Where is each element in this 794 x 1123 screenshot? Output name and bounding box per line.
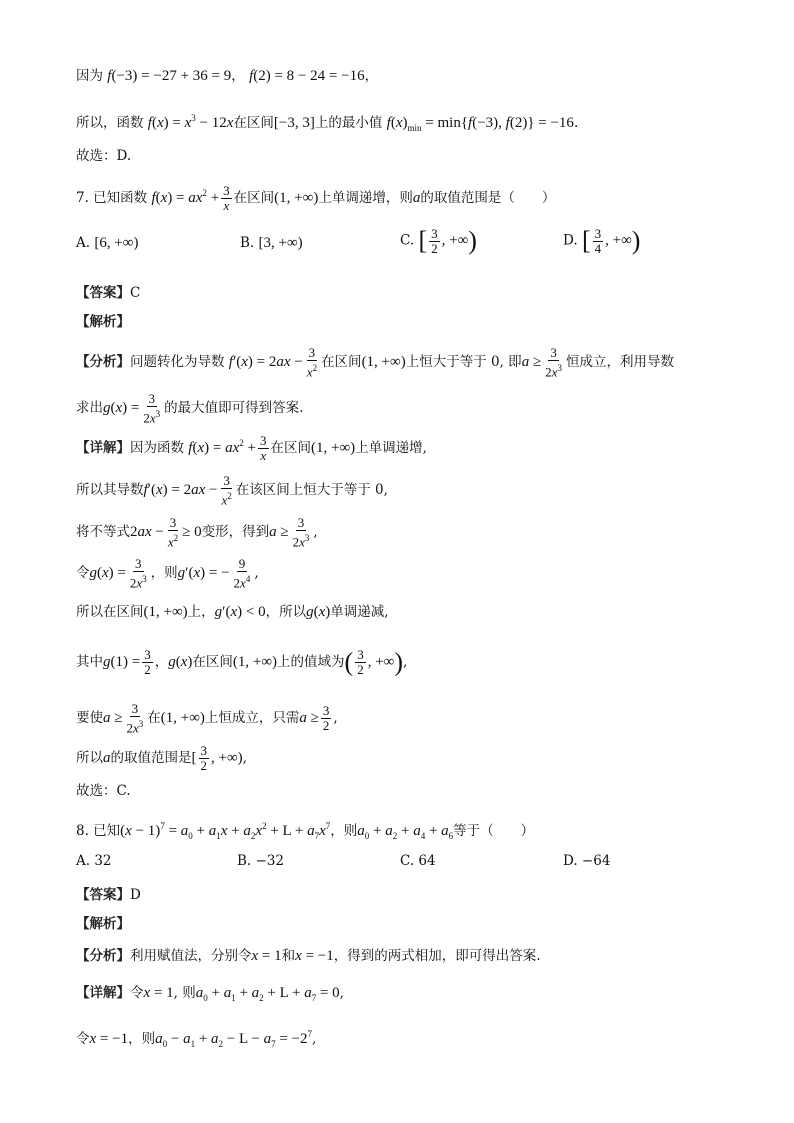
text: 上， bbox=[187, 604, 215, 620]
text: ，则 bbox=[128, 1031, 156, 1047]
detail-8: 【详解】令x = 1, 则$a_0 + a_1 + a_2 + L + a_7 = 0$, bbox=[76, 985, 344, 1003]
detail-7: 【详解】因为函数 $f(x) = ax^2$ + $\frac{3}{x}$ 在区间(1, +∞)上单调递增, bbox=[76, 433, 427, 463]
text: 的最大值即可得到答案. bbox=[164, 400, 304, 417]
answer-8 bbox=[76, 885, 141, 905]
text: 问题转化为导数 bbox=[130, 354, 225, 371]
text: . bbox=[573, 115, 579, 131]
line-min-value: 所以，函数 $f(x) = x^3 - 12x$在区间[−3, 3]上的最小值 $f(x)_{min} = \min\{f(-3)$, f(2)} = −16. bbox=[76, 113, 579, 133]
text: , bbox=[403, 654, 408, 670]
text: 上恒大于等于 0, 即 bbox=[405, 354, 522, 371]
step-inequality: 将不等式2ax − $\frac{3}{x^2}$ ≥ 0变形，得到a ≥ $\frac{3}{2x^3}$ , bbox=[76, 515, 318, 550]
text: C. bbox=[400, 232, 415, 249]
text: 要使 bbox=[76, 710, 103, 727]
q8-option-d: D. −64 bbox=[563, 853, 611, 869]
text: 在区间 bbox=[233, 115, 274, 131]
text: , bbox=[339, 985, 344, 1001]
text: 8. 已知 bbox=[76, 823, 121, 839]
text: 在该区间上恒大于等于 0, bbox=[235, 482, 388, 499]
q7-option-c: C. [ $\frac{3}{2}$ , +∞) bbox=[400, 225, 477, 256]
step-range: 其中g(1) = $\frac{3}{2}$ ，g(x)在区间(1, +∞)上的值域为( $\frac{3}{2}$ , +∞), bbox=[76, 647, 408, 677]
text: D. bbox=[563, 232, 578, 249]
question-8: 8. 已知$(x - 1)^7 = a_0 + a_1x + a_2x^2 + L + a_7x^7$，则$a_0 + a_2 + a_4 + a_6$等于（ ） bbox=[76, 821, 535, 841]
text: 所以其导数 bbox=[76, 482, 144, 499]
text: 恒成立，利用导数 bbox=[565, 354, 674, 371]
text: 单调递减, bbox=[330, 604, 389, 620]
text: , bbox=[254, 565, 259, 582]
text: , 则 bbox=[173, 985, 196, 1001]
text: 令 bbox=[76, 565, 90, 582]
choice-line-d: 故选：D. bbox=[76, 148, 132, 164]
text: ，所以 bbox=[265, 604, 307, 620]
step-derivative: 所以其导数f′(x) = 2ax − $\frac{3}{x^2}$ 在该区间上恒大于等于 0, bbox=[76, 473, 388, 508]
text: 因为函数 bbox=[130, 440, 184, 456]
text: 其中 bbox=[76, 654, 103, 670]
text: 在区间 bbox=[192, 654, 233, 670]
text: 在区间 bbox=[321, 354, 362, 371]
text: A. bbox=[76, 235, 91, 251]
text: D bbox=[130, 887, 141, 903]
text: 【分析】 bbox=[76, 354, 130, 370]
choice-line-c: 故选：C. bbox=[76, 783, 131, 799]
text: ， bbox=[364, 68, 379, 84]
text: 7. 已知函数 bbox=[76, 190, 148, 206]
text: 在 bbox=[147, 710, 161, 727]
text: 【答案】 bbox=[76, 285, 130, 300]
q8-option-b: B. −32 bbox=[237, 853, 284, 869]
text: 上的值域为 bbox=[277, 654, 345, 670]
text: ，则 bbox=[150, 565, 178, 582]
text: 和 bbox=[281, 948, 296, 964]
answer-7 bbox=[76, 283, 140, 303]
text: 所以，函数 bbox=[76, 115, 144, 131]
question-7: 7. 已知函数 $f(x) = ax^2$ + $\frac{3}{x}$ 在区间(1, +∞)上单调递增，则a的取值范围是（ ） bbox=[76, 183, 556, 213]
step-condition: 要使a ≥ $\frac{3}{2x^3}$ 在(1, +∞)上恒成立，只需a ≥ $\frac{3}{2}$ , bbox=[76, 701, 338, 736]
text: 上恒成立，只需 bbox=[204, 710, 300, 727]
text: 变形，得到 bbox=[201, 524, 270, 541]
q8-option-c: C. 64 bbox=[400, 853, 436, 869]
q7-option-a: A. [6, +∞) bbox=[76, 235, 139, 251]
text: 将不等式 bbox=[76, 524, 130, 541]
text: B. bbox=[240, 235, 255, 251]
text: 上单调递增, bbox=[355, 440, 427, 456]
jiexi-7 bbox=[76, 312, 130, 332]
text: 所以 bbox=[76, 750, 103, 766]
text: , bbox=[333, 710, 338, 727]
line-f-values: 因为 f(−3) = −27 + 36 = 9， f(2) = 8 − 24 = −16， bbox=[76, 68, 379, 84]
text: 求出 bbox=[76, 400, 103, 417]
step-result: 所以a的取值范围是[ $\frac{3}{2}$ , +∞), bbox=[76, 743, 247, 773]
text: ， bbox=[231, 68, 245, 84]
text: 【分析】 bbox=[76, 948, 130, 963]
text: ， bbox=[154, 654, 169, 670]
text: 【答案】 bbox=[76, 887, 130, 902]
text: 上的最小值 bbox=[314, 115, 383, 131]
text: , bbox=[311, 1031, 317, 1047]
text: 等于（ ） bbox=[453, 823, 535, 839]
analysis-8: 【分析】利用赋值法，分别令x = 1和x = −1，得到的两式相加，即可得出答案. bbox=[76, 948, 541, 964]
text: 【详解】 bbox=[76, 440, 130, 455]
text: C bbox=[130, 285, 141, 301]
text: ，得到的两式相加，即可得出答案. bbox=[333, 948, 541, 964]
text: 利用赋值法，分别令 bbox=[130, 948, 252, 964]
jiexi-8 bbox=[76, 914, 130, 934]
text: 在区间 bbox=[233, 190, 275, 206]
text: 的取值范围是（ ） bbox=[420, 190, 556, 206]
text: 的取值范围是 bbox=[110, 750, 192, 766]
step-decreasing: 所以在区间(1, +∞)上，g′(x) < 0，所以g(x)单调递减, bbox=[76, 604, 389, 620]
text: 【解析】 bbox=[76, 314, 130, 329]
text: 在区间 bbox=[270, 440, 311, 456]
text: 【详解】 bbox=[76, 985, 130, 1000]
text: , bbox=[242, 750, 247, 766]
step-x-neg1: 令x = −1，则$a_0 - a_1 + a_2 - L - a_7 = -2^7$, bbox=[76, 1029, 317, 1049]
text: 上单调递增，则 bbox=[318, 190, 413, 206]
text: 所以在区间 bbox=[76, 604, 144, 620]
text: 【解析】 bbox=[76, 916, 130, 931]
step-define-g: 令g(x) = $\frac{3}{2x^3}$ ，则g′(x) = − $\frac{9}{2x^4}$ , bbox=[76, 556, 259, 591]
text: 令 bbox=[76, 1031, 90, 1047]
text: ，则 bbox=[330, 823, 358, 839]
q8-option-a: A. 32 bbox=[76, 853, 112, 869]
q7-option-d: D. [ $\frac{3}{4}$ , +∞) bbox=[563, 225, 641, 256]
analysis-7: 【分析】问题转化为导数 f′(x) = 2ax − $\frac{3}{x^2}$ 在区间(1, +∞)上恒大于等于 0, 即a ≥ $\frac{3}{2x^3}$ 恒成立，利用导数 bbox=[76, 345, 674, 380]
text: , bbox=[313, 524, 318, 541]
q7-option-b: B. [3, +∞) bbox=[240, 235, 303, 251]
text: 因为 bbox=[76, 68, 103, 84]
analysis-7-cont: 求出g(x) = $\frac{3}{2x^3}$ 的最大值即可得到答案. bbox=[76, 391, 304, 426]
text: 令 bbox=[130, 985, 144, 1001]
